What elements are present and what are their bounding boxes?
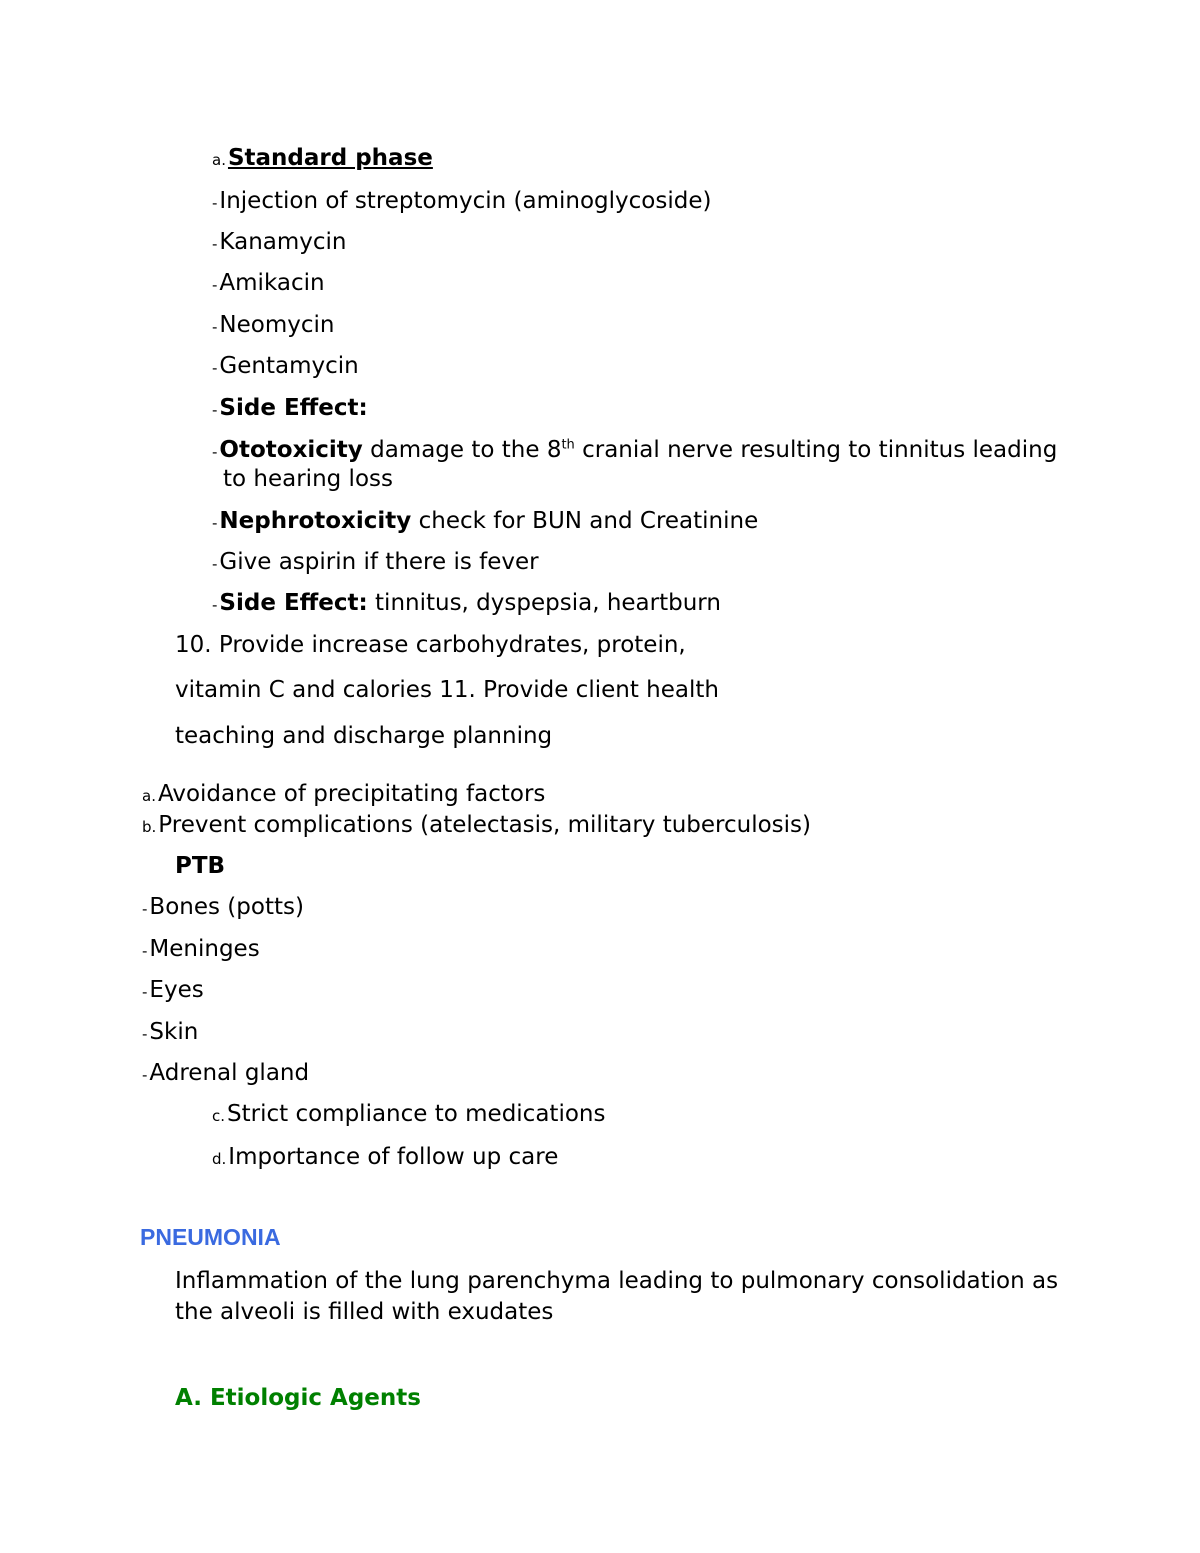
list-item [142,975,204,1007]
list-item [212,310,334,342]
list-item [142,1017,198,1049]
list-item-text: Meninges [149,936,260,962]
numbered-line: vitamin C and calories 11. Provide client health [175,677,719,703]
dash-marker: - [212,514,218,532]
list-marker: b. [142,818,157,836]
list-item [212,186,711,218]
list-item [212,1099,605,1131]
list-item-text: Kanamycin [219,229,347,255]
dash-marker: - [142,942,148,960]
list-item-text: Adrenal gland [149,1060,310,1086]
ototoxicity-text-cont: cranial nerve resulting to tinnitus leading [574,437,1058,463]
etiologic-agents-heading: A. Etiologic Agents [175,1385,421,1411]
list-item-text: Neomycin [219,312,335,338]
standard-phase-heading: Standard phase [227,145,433,171]
ptb-heading: PTB [175,853,226,879]
list-item [142,1058,309,1090]
list-item-text: Prevent complications (atelectasis, military tuberculosis) [158,812,812,838]
list-item-text: Importance of follow up care [228,1144,559,1170]
dash-marker: - [212,596,218,614]
dash-marker: - [212,194,218,212]
nephrotoxicity-text: check for BUN and Creatinine [411,508,759,534]
list-item [212,547,539,579]
ototoxicity-term: Ototoxicity [219,437,363,463]
list-item [212,351,359,383]
list-item [212,1142,558,1174]
list-marker: c. [212,1107,226,1125]
list-marker: d. [212,1150,227,1168]
dash-marker: - [212,359,218,377]
dash-marker: - [212,443,218,461]
side-effect-heading [212,393,368,425]
nephrotoxicity-line [212,506,758,538]
ototoxicity-line [212,435,1057,467]
ototoxicity-continuation: to hearing loss [223,466,393,492]
list-item [212,268,325,300]
side-effect-label: Side Effect: [219,395,368,421]
pneumonia-definition-cont: the alveoli is filled with exudates [175,1299,554,1325]
list-item-text: Gentamycin [219,353,359,379]
list-item-text: Bones (potts) [149,894,304,920]
dash-marker: - [212,235,218,253]
list-item [212,227,347,259]
list-item-text: Give aspirin if there is fever [219,549,539,575]
list-item [142,892,304,924]
standard-phase-line [212,143,433,175]
side-effect-label: Side Effect: [219,590,368,616]
dash-marker: - [212,401,218,419]
dash-marker: - [212,318,218,336]
side-effect-line [212,588,721,620]
pneumonia-heading: PNEUMONIA [140,1224,281,1250]
numbered-line: 10. Provide increase carbohydrates, protein, [175,632,686,658]
dash-marker: - [142,1025,148,1043]
dash-marker: - [142,1066,148,1084]
side-effect-text: tinnitus, dyspepsia, heartburn [367,590,721,616]
list-item [142,810,811,842]
numbered-line: teaching and discharge planning [175,723,553,749]
dash-marker: - [212,555,218,573]
list-item [142,779,545,811]
list-item-text: Amikacin [219,270,325,296]
ototoxicity-text: damage to the 8 [362,437,562,463]
list-marker: a. [212,151,226,169]
ordinal-suffix: th [561,437,575,453]
list-marker: a. [142,787,156,805]
dash-marker: - [142,900,148,918]
dash-marker: - [212,276,218,294]
list-item-text: Skin [149,1019,199,1045]
pneumonia-definition: Inflammation of the lung parenchyma leading to pulmonary consolidation as [175,1268,1059,1294]
list-item [142,934,260,966]
list-item-text: Strict compliance to medications [227,1101,606,1127]
nephrotoxicity-term: Nephrotoxicity [219,508,412,534]
list-item-text: Avoidance of precipitating factors [157,781,546,807]
list-item-text: Eyes [149,977,204,1003]
dash-marker: - [142,983,148,1001]
list-item-text: Injection of streptomycin (aminoglycoside) [219,188,712,214]
